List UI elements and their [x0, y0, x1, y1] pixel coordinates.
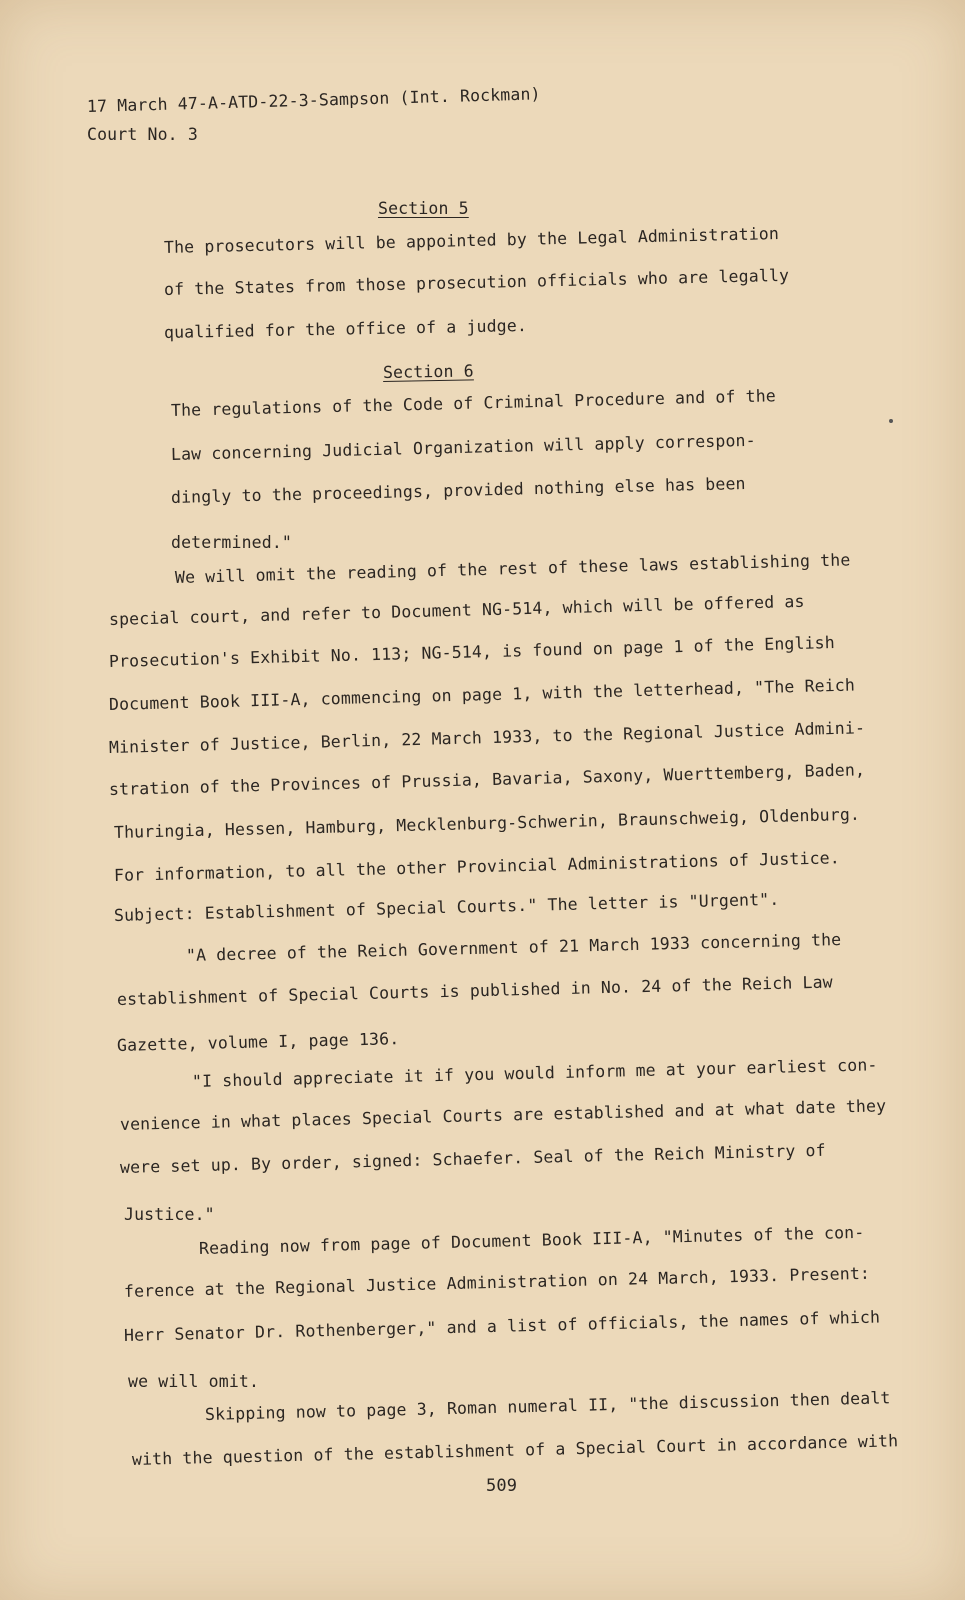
body-line: Herr Senator Dr. Rothenberger," and a list of officials, the names of which — [123, 1307, 881, 1345]
header-line-2: Court No. 3 — [87, 125, 198, 144]
section-5-line: of the States from those prosecution officials who are legally — [163, 265, 790, 299]
body-line: stration of the Provinces of Prussia, Bavaria, Saxony, Wuerttemberg, Baden, — [108, 760, 866, 799]
body-line: with the question of the establishment of a Special Court in accordance with — [131, 1431, 899, 1469]
body-line: "A decree of the Reich Government of 21 March 1933 concerning the — [185, 929, 842, 965]
page-number: 509 — [486, 1476, 518, 1496]
ink-speck — [889, 419, 893, 423]
section-5-heading: Section 5 — [378, 199, 469, 218]
body-line: were set up. By order, signed: Schaefer. Seal of the Reich Ministry of — [119, 1140, 826, 1177]
header-line-1: 17 March 47-A-ATD-22-3-Sampson (Int. Rockman) — [86, 84, 541, 116]
section-5-line: The prosecutors will be appointed by the Legal Administration — [163, 224, 780, 257]
body-line: We will omit the reading of the rest of these laws establishing the — [174, 550, 851, 587]
body-line: Minister of Justice, Berlin, 22 March 1933, to the Regional Justice Admini- — [108, 718, 866, 757]
section-6-line: determined." — [171, 533, 293, 552]
body-line: special court, and refer to Document NG-514, which will be offered as — [108, 591, 805, 629]
body-line: Prosecution's Exhibit No. 113; NG-514, is found on page 1 of the English — [108, 632, 836, 671]
section-6-heading: Section 6 — [382, 361, 474, 382]
body-line: we will omit. — [128, 1372, 260, 1391]
body-line: Reading now from page of Document Book III-A, "Minutes of the con- — [198, 1222, 865, 1258]
section-5-line: qualified for the office of a judge. — [163, 316, 528, 342]
body-line: Document Book III-A, commencing on page 1, with the letterhead, "The Reich — [108, 675, 856, 714]
body-line: Skipping now to page 3, Roman numeral II, "the discussion then dealt — [204, 1388, 891, 1424]
body-line: "I should appreciate it if you would inform me at your earliest con- — [191, 1055, 878, 1091]
section-6-line: The regulations of the Code of Criminal Procedure and of the — [170, 386, 777, 420]
body-line: Thuringia, Hessen, Hamburg, Mecklenburg-Schwerin, Braunschweig, Oldenburg. — [113, 804, 861, 842]
body-line: venience in what places Special Courts are established and at what date they — [119, 1096, 887, 1134]
section-6-line: dingly to the proceedings, provided nothing else has been — [170, 473, 746, 507]
section-6-line: Law concerning Judicial Organization will apply correspon- — [170, 430, 756, 464]
body-line: Subject: Establishment of Special Courts." The letter is "Urgent". — [113, 889, 780, 925]
body-line: establishment of Special Courts is published in No. 24 of the Reich Law — [116, 972, 833, 1009]
body-line: ference at the Regional Justice Administration on 24 March, 1933. Present: — [123, 1263, 871, 1301]
body-line: For information, to all the other Provincial Administrations of Justice. — [113, 848, 841, 885]
body-line: Gazette, volume I, page 136. — [116, 1029, 400, 1055]
body-line: Justice." — [124, 1205, 215, 1224]
